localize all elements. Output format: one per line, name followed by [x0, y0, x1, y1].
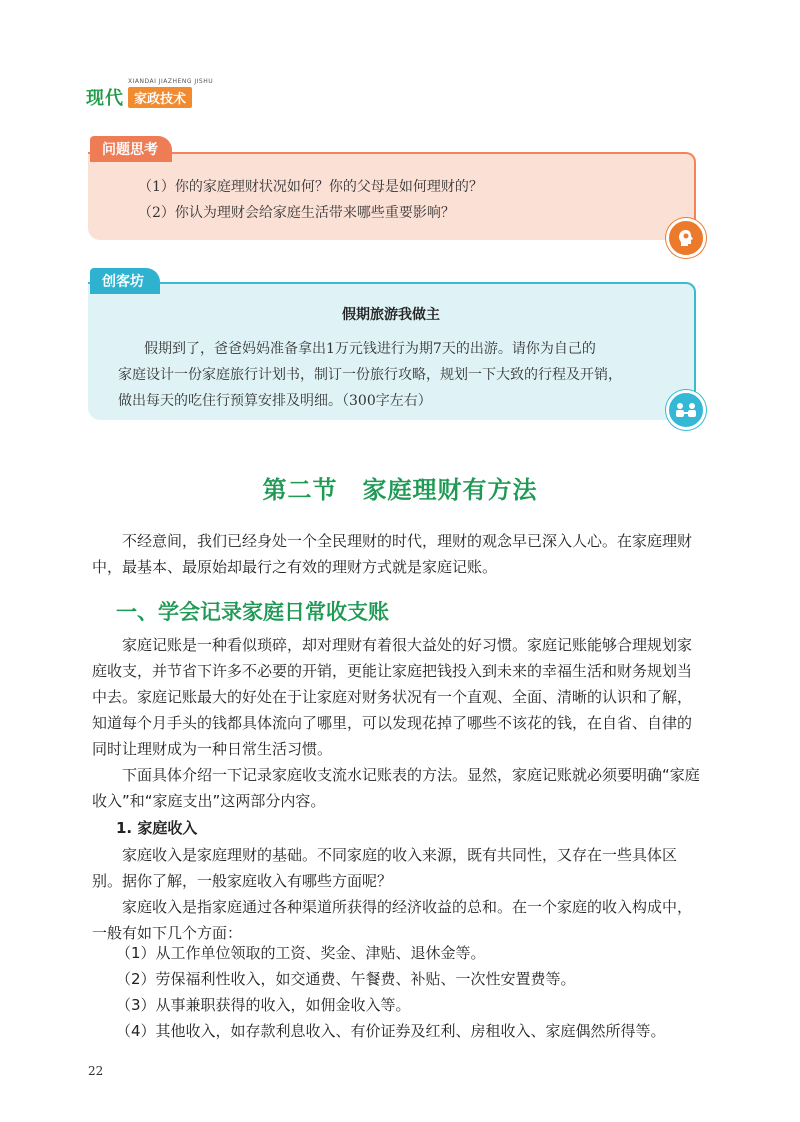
team-icon-glyph	[674, 400, 698, 420]
think-question-1: （1）你的家庭理财状况如何？你的父母是如何理财的？	[138, 179, 483, 195]
maker-line-1: 假期到了，爸爸妈妈准备拿出1万元钱进行为期7天的出游。请你为自己的	[144, 341, 596, 357]
maker-line-3: 做出每天的吃住行预算安排及明细。（300字左右）	[118, 393, 432, 409]
section-title: 第二节 家庭理财有方法	[262, 476, 538, 504]
list-item: （1）从工作单位领取的工资、奖金、津贴、退休金等。	[116, 944, 486, 962]
list-item: （2）劳保福利性收入，如交通费、午餐费、补贴、一次性安置费等。	[116, 970, 576, 988]
maker-tab: 创客坊	[90, 268, 160, 294]
team-icon	[666, 390, 706, 430]
think-tab: 问题思考	[90, 136, 172, 162]
list-item: （4）其他收入，如存款利息收入、有价证券及红利、房租收入、家庭偶然所得等。	[116, 1022, 666, 1040]
maker-title: 假期旅游我做主	[342, 307, 440, 323]
intro-paragraph: 不经意间，我们已经身处一个全民理财的时代，理财的观念早已深入人心。在家庭理财中，最基本、最原始却最行之有效的理财方式就是家庭记账。	[92, 532, 693, 576]
paragraph-4: 家庭收入是指家庭通过各种渠道所获得的经济收益的总和。在一个家庭的收入构成中，一般有如下几个方面：	[92, 898, 693, 942]
running-header	[86, 78, 226, 109]
think-box	[88, 152, 696, 240]
paragraph-2: 下面具体介绍一下记录家庭收支流水记账表的方法。显然，家庭记账就必须要明确“家庭收入”和“家庭支出”这两部分内容。	[92, 766, 700, 810]
head-thinking-icon-glyph	[675, 227, 697, 249]
header-pinyin: XIANDAI JIAZHENG JISHU	[128, 78, 214, 85]
maker-box	[88, 282, 696, 420]
header-tag: 家政技术	[128, 87, 192, 108]
paragraph-3: 家庭收入是家庭理财的基础。不同家庭的收入来源，既有共同性，又存在一些具体区别。据你了解，一般家庭收入有哪些方面呢？	[92, 846, 678, 890]
subsection-title: 一、学会记录家庭日常收支账	[116, 600, 389, 624]
page-number: 22	[88, 1064, 104, 1078]
maker-line-2: 家庭设计一份家庭旅行计划书，制订一份旅行攻略，规划一下大致的行程及开销，	[118, 367, 622, 383]
list-item: （3）从事兼职获得的收入，如佣金收入等。	[116, 996, 411, 1014]
heading-household-income: 1. 家庭收入	[116, 819, 198, 837]
think-question-2: （2）你认为理财会给家庭生活带来哪些重要影响？	[138, 205, 455, 221]
head-thinking-icon	[666, 218, 706, 258]
paragraph-1: 家庭记账是一种看似琐碎，却对理财有着很大益处的好习惯。家庭记账能够合理规划家庭收支，并节省下许多不必要的开销，更能让家庭把钱投入到未来的幸福生活和财务规划当中去。家庭记账最大的好处在于让家庭对财务状况有一个直观、全面、清晰的认识和了解，知道每个月手头的钱都具体流向了哪里，可以发现花掉了哪些不该花的钱，在自省、自律的同时让理财成为一种日常生活习惯。	[92, 636, 693, 758]
header-title: 现代	[86, 88, 124, 109]
